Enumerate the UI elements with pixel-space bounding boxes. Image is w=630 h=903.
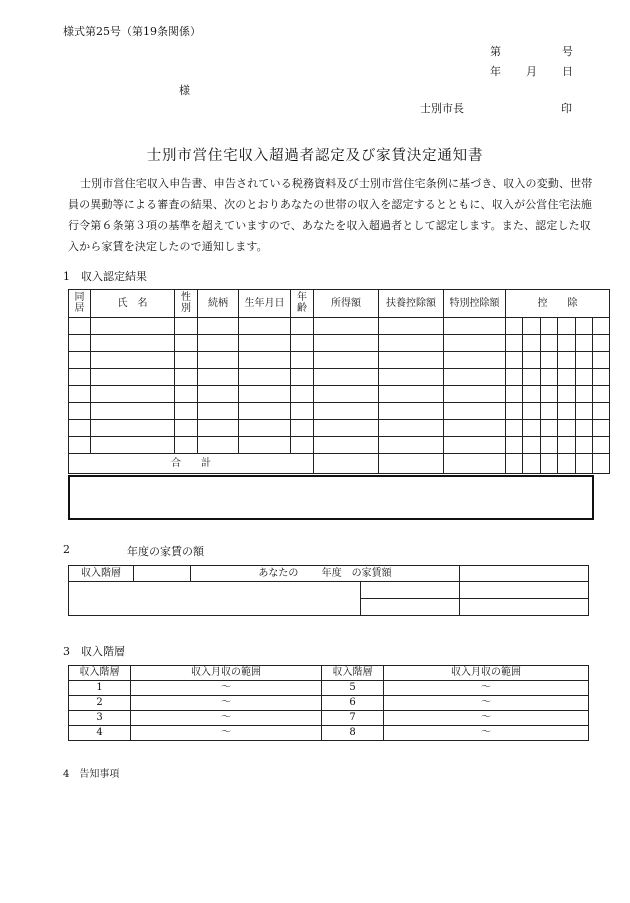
recipient-suffix: 様 — [179, 84, 190, 97]
date-year: 年 — [490, 65, 501, 78]
col-header-special-deduction: 特別控除額 — [444, 290, 506, 318]
income-tier-table — [68, 665, 589, 741]
table-row — [69, 420, 610, 437]
remarks-box — [68, 475, 594, 520]
tier-header-right: 収入階層 — [322, 666, 384, 681]
rent-amount-table — [68, 565, 589, 616]
range-header-right: 収入月収の範囲 — [384, 666, 589, 681]
date-month: 月 — [526, 65, 537, 78]
col-header-deduction: 控 除 — [506, 290, 610, 318]
tier-row: 4 〜 8 〜 — [69, 726, 589, 741]
section4-heading: 4 告知事項 — [63, 769, 120, 780]
rent-tier-label: 収入階層 — [69, 566, 134, 582]
notice-body-text: 士別市営住宅収入申告書、申告されている税務資料及び士別市営住宅条例に基づき、収入の変動、世帯員の異動等による審査の結果、次のとおりあなたの世帯の収入を認定するとともに、収入が公営住宅法施行令第６条第３項の基準を超えていますので、あなたを収入超過者として認定します。また、認定した収入から家賃を決定したので通知します。 — [68, 177, 593, 253]
document-title: 士別市営住宅収入超過者認定及び家賃決定通知書 — [146, 148, 484, 164]
issue-number-prefix: 第 — [490, 45, 501, 58]
issue-number-suffix: 号 — [562, 45, 573, 58]
table-row — [69, 352, 610, 369]
tier-row: 2 〜 6 〜 — [69, 696, 589, 711]
col-header-name: 氏 名 — [91, 290, 175, 318]
col-header-relation: 続柄 — [198, 290, 239, 318]
col-header-birthdate: 生年月日 — [239, 290, 291, 318]
col-header-income: 所得額 — [314, 290, 379, 318]
table-row — [69, 335, 610, 352]
col-header-sex: 性別 — [175, 290, 198, 318]
table-header-row — [69, 290, 610, 318]
total-label: 合 計 — [69, 454, 314, 474]
section3-heading: 3 収入階層 — [63, 645, 125, 658]
tier-row: 1 〜 5 〜 — [69, 681, 589, 696]
section2-heading-prefix: 2 — [63, 543, 70, 556]
tier-row: 3 〜 7 〜 — [69, 711, 589, 726]
total-row — [69, 454, 610, 474]
col-header-cohabit: 同居 — [69, 290, 91, 318]
table-row — [69, 437, 610, 454]
form-number: 様式第25号（第19条関係） — [63, 25, 201, 38]
table-row — [69, 318, 610, 335]
tier-header-left: 収入階層 — [69, 666, 131, 681]
col-header-age: 年齢 — [291, 290, 314, 318]
rent-amount-label: あなたの 年度 の家賃額 — [191, 566, 460, 582]
date-day: 日 — [562, 65, 573, 78]
section1-heading: 1 収入認定結果 — [63, 270, 147, 283]
table-row — [69, 386, 610, 403]
rent-amount-value — [460, 566, 589, 582]
income-result-table — [68, 289, 610, 474]
range-header-left: 収入月収の範囲 — [131, 666, 322, 681]
rent-tier-value — [134, 566, 191, 582]
table-row — [69, 403, 610, 420]
section2-heading-suffix: 年度の家賃の額 — [127, 545, 204, 558]
rent-blank-area — [69, 582, 361, 616]
seal-mark: 印 — [561, 102, 572, 115]
table-row — [69, 369, 610, 386]
issuer-name: 士別市長 — [420, 102, 464, 115]
col-header-dependent-deduction: 扶養控除額 — [379, 290, 444, 318]
